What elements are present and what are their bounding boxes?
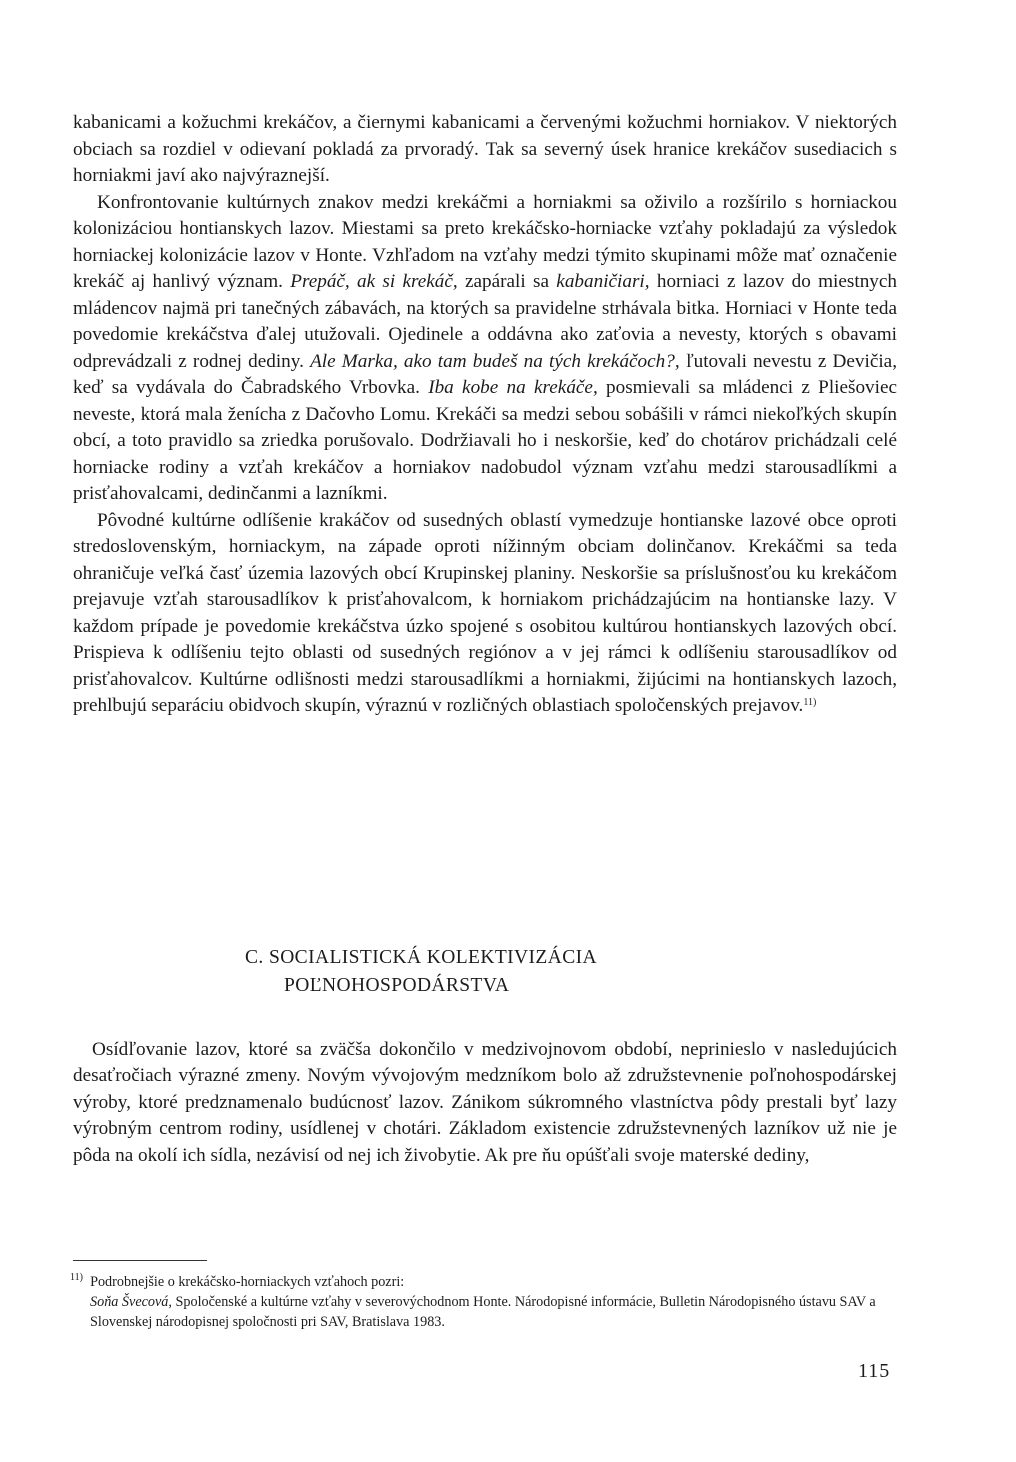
paragraph-1: kabanicami a kožuchmi krekáčov, a čiernymi kabanicami a červenými kožuchmi horniakov. V niektorých obciach sa rozdiel v odievaní pokladá za prvoradý. Tak sa severný úsek hranice krekáčov susediacich s horniakmi javí ako najvýraznejší. (73, 112, 897, 186)
footnote-reference: 11) (803, 697, 817, 708)
footnote-intro: Podrobnejšie o krekáčsko-horniackych vzťahoch pozri: (90, 1274, 405, 1290)
body-text-upper (73, 110, 897, 720)
page-number: 115 (858, 1360, 891, 1382)
section-heading-line-1: C. SOCIALISTICKÁ KOLEKTIVIZÁCIA (245, 947, 597, 968)
section-heading-line-2: POĽNOHOSPODÁRSTVA (284, 975, 510, 996)
footnote (70, 1272, 900, 1332)
paragraph-3 (73, 508, 897, 720)
p2-quote-2: Ale Marka, ako tam budeš na tých krekáčoch?, (310, 350, 680, 372)
footnote-divider (73, 1260, 207, 1261)
p2-text-5: posmievali sa mládenci z Pliešoviec neveste, ktorá mala ženícha z Dačovho Lomu. Krekáči sa medzi sebou sobášili v rámci niekoľkých skupín obcí, a toto pravidlo sa zriedka porušovalo. Dodržiavali ho i neskoršie, keď do chotárov prichádzali celé horniacke rodiny a vzťah krekáčov a horniakov nadobudol význam vzťahu medzi starousadlíkmi a prisťahovalcami, dedinčanmi a lazníkmi. (73, 377, 898, 504)
paragraph-2 (73, 190, 897, 508)
p2-text-4: ľutovali nevestu z Devičia, keď sa vydávala do Čabradského Vrbovka. (73, 350, 897, 398)
p2-text-2: zapárali sa (457, 271, 557, 292)
p2-quote-3: Iba kobe na krekáče, (428, 377, 598, 398)
paragraph-4: Osídľovanie lazov, ktoré sa zväčša dokončilo v medzivojnovom období, neprinieslo v nasledujúcich desaťročiach výrazné zmeny. Novým vývojovým medzníkom bolo až združstevnenie poľnohospodárskej výroby, ktoré predznamenalo budúcnosť lazov. Zánikom súkromného vlastníctva pôdy prestali byť lazy výrobným centrom rodiny, usídlenej v chotári. Základom existencie združstevnených lazníkov už nie je pôda na okolí ich sídla, nezávisí od nej ich živobytie. Ak pre ňu opúšťali svoje materské dediny, (73, 1039, 897, 1166)
footnote-citation-text: Spoločenské a kultúrne vzťahy v severovýchodnom Honte. Národopisné informácie, Bulletin Národopisného ústavu SAV a Slovenskej národopisnej spoločnosti pri SAV, Bratislava 1983. (90, 1294, 876, 1330)
footnote-mark: 11) (70, 1272, 83, 1283)
p2-text-1: Konfrontovanie kultúrnych znakov medzi krekáčmi a horniakmi sa oživilo a rozšírilo s horniackou kolonizáciou hontianskych lazov. Miestami sa preto krekáčsko-horniacke vzťahy pokladajú za výsledok horniackej kolonizácie lazov v Honte. Vzhľadom na vzťahy medzi týmito skupinami môže mať označenie krekáč aj hanlivý význam. (73, 191, 897, 292)
section-heading (245, 944, 805, 1000)
footnote-citation (70, 1292, 900, 1332)
p3-text: Pôvodné kultúrne odlíšenie krakáčov od susedných oblastí vymedzuje hontianske lazové obce oproti stredoslovenským, horniackym, na západe oproti nížinným obciam dolinčanov. Krekáčmi sa teda ohraničuje veľká časť územia lazových obcí Krupinskej planiny. Neskoršie sa príslušnosťou ku krekáčom prejavuje vzťah starousadlíkov k prisťahovalcom, k horniakom prichádzajúcim na hontianske lazy. V každom prípade je povedomie krekáčstva úzko spojené s osobitou kultúrou hontianskych lazových obcí. Prispieva k odlíšeniu tejto oblasti od susedných regiónov a v jej rámci k odlíšeniu starousadlíkov od prisťahovalcov. Kultúrne odlišnosti medzi starousadlíkmi a horniakmi, žijúcimi na hontianskych lazoch, prehlbujú separáciu obidvoch skupín, výraznú v rozličných oblastiach spoločenských prejavov. (73, 509, 897, 716)
p2-text-3: horniaci z lazov do miestnych mládencov najmä pri tanečných zábavách, na ktorých sa pravidelne strhávala bitka. Horniaci v Honte teda povedomie krekáčstva ďalej utužovali. Ojedinele a oddávna ako zaťovia a nevesty, ktorých s obavami odprevádzali z rodnej dediny. (73, 271, 897, 372)
body-text-lower (73, 1037, 897, 1169)
footnote-line-1 (70, 1272, 900, 1292)
p2-term-kabaniciari: kabaničiari, (556, 271, 650, 292)
p2-quote-1: Prepáč, ak si krekáč, (290, 271, 458, 292)
footnote-author: Soňa Švecová, (90, 1294, 172, 1310)
